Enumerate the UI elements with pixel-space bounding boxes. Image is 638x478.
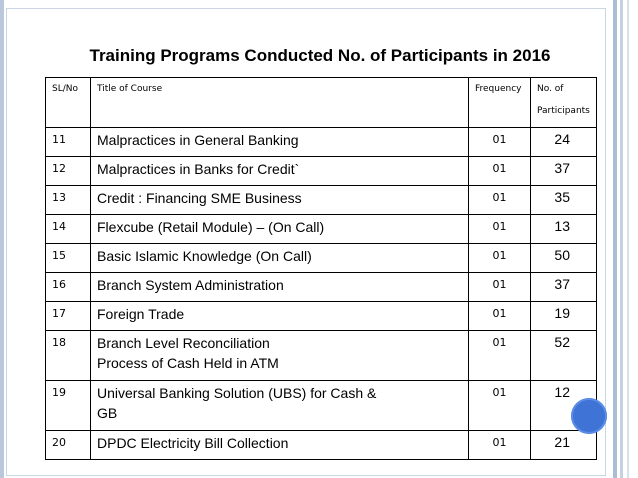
cell-sl: 11 [46,128,91,157]
cell-course: Universal Banking Solution (UBS) for Cash & GB [91,381,469,431]
table-row [46,331,597,381]
cell-participants: 24 [531,128,597,157]
cell-frequency: 01 [469,381,531,431]
cell-sl: 13 [46,186,91,215]
right-decorative-bar-2 [620,0,623,478]
cell-participants: 37 [531,273,597,302]
cell-sl: 17 [46,302,91,331]
cell-course: Flexcube (Retail Module) – (On Call) [91,215,469,244]
cell-participants: 52 [531,331,597,381]
right-decorative-bar-3 [627,0,629,478]
cell-course: Malpractices in Banks for Credit` [91,157,469,186]
cell-sl: 14 [46,215,91,244]
cell-sl: 19 [46,381,91,431]
cell-frequency: 01 [469,244,531,273]
cell-frequency: 01 [469,128,531,157]
cell-frequency: 01 [469,302,531,331]
cell-frequency: 01 [469,215,531,244]
header-participants [531,78,597,128]
cell-frequency: 01 [469,273,531,302]
cell-frequency: 01 [469,186,531,215]
cell-sl: 18 [46,331,91,381]
header-frequency: Frequency [469,78,531,128]
cell-course: Branch Level Reconciliation Process of Cash Held in ATM [91,331,469,381]
cell-course: Branch System Administration [91,273,469,302]
blue-circle-decoration [571,398,607,434]
table-row [46,186,597,215]
table-row [46,157,597,186]
header-sl: SL/No [46,78,91,128]
table-row [46,128,597,157]
cell-participants: 19 [531,302,597,331]
cell-course: DPDC Electricity Bill Collection [91,431,469,460]
table-row [46,381,597,431]
cell-course: Foreign Trade [91,302,469,331]
cell-participants: 21 [531,431,597,460]
training-table [45,77,597,460]
table-row [46,273,597,302]
table-row [46,431,597,460]
cell-course: Credit : Financing SME Business [91,186,469,215]
cell-participants: 37 [531,157,597,186]
cell-participants: 35 [531,186,597,215]
cell-course: Malpractices in General Banking [91,128,469,157]
cell-participants: 50 [531,244,597,273]
cell-course: Basic Islamic Knowledge (On Call) [91,244,469,273]
cell-participants: 12 [531,381,597,431]
header-course: Title of Course [91,78,469,128]
cell-sl: 20 [46,431,91,460]
table-header-row [46,78,597,128]
cell-sl: 12 [46,157,91,186]
cell-frequency: 01 [469,331,531,381]
cell-sl: 16 [46,273,91,302]
right-decorative-bar [613,0,617,478]
left-decorative-bar [0,0,4,478]
cell-frequency: 01 [469,431,531,460]
table-row [46,215,597,244]
cell-participants: 13 [531,215,597,244]
header-participants-line2: Participants [537,106,590,116]
slide-title: Training Programs Conducted No. of Participants in 2016 [89,46,551,65]
cell-sl: 15 [46,244,91,273]
table-row [46,302,597,331]
cell-frequency: 01 [469,157,531,186]
header-participants-line1: No. of [537,84,564,94]
table-row [46,244,597,273]
